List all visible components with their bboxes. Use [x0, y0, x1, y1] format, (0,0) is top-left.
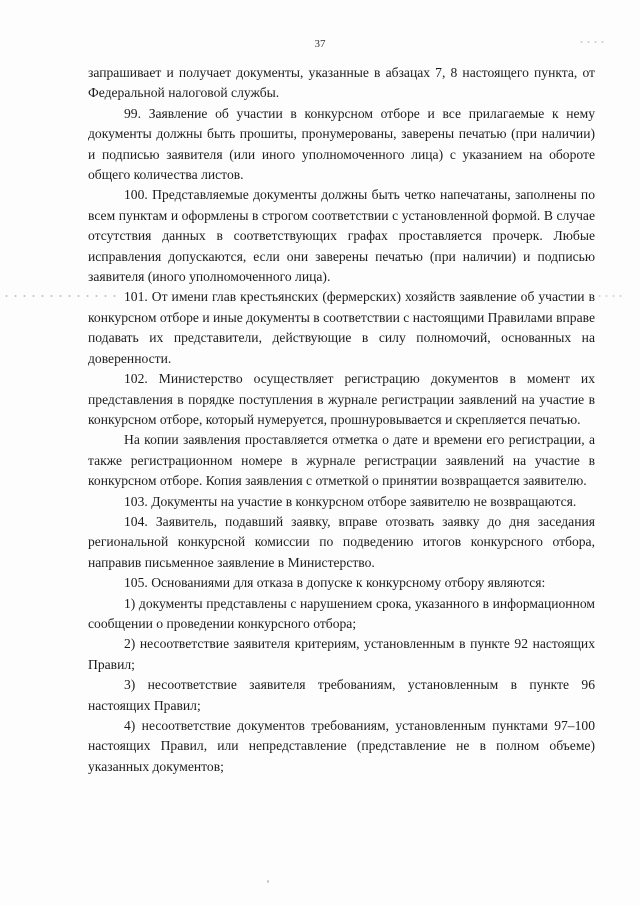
paragraph: 104. Заявитель, подавший заявку, вправе отозвать заявку до дня заседания региональной конкурсной комиссии по подведению итогов конкурсного отбора, направив письменное заявление в Министерство. [88, 513, 595, 570]
paragraph: 105. Основаниями для отказа в допуске к конкурсному отбору являются: [124, 575, 546, 591]
paragraph: 2) несоответствие заявителя критериям, установленным в пункте 92 настоящих Правил; [88, 636, 595, 672]
paragraph: 3) несоответствие заявителя требованиям, установленным в пункте 96 настоящих Правил; [88, 677, 595, 713]
scan-artifact [596, 294, 624, 298]
paragraph: 99. Заявление об участии в конкурсном отборе и все прилагаемые к нему документы должны быть прошиты, пронумерованы, заверены печатью (при наличии) и подписью заявителя (или иного уполномоченного лица) с указанием на обороте общего количества листов. [88, 105, 595, 183]
paragraph: На копии заявления проставляется отметка о дате и времени его регистрации, а также регистрационном номере в журнале регистрации заявлений на участие в конкурсном отборе. Копия заявления с отметкой о принятии возвращается заявителю. [88, 432, 595, 489]
page-number: 37 [314, 38, 326, 50]
scan-speck [267, 880, 269, 883]
paragraph: запрашивает и получает документы, указанные в абзацах 7, 8 настоящего пункта, от Федеральной налоговой службы. [88, 65, 595, 101]
paragraph: 102. Министерство осуществляет регистрацию документов в момент их представления в порядке поступления в журнале регистрации заявлений на участие в конкурсном отборе, который нумеруется, прошнуровывается и скрепляется печатью. [88, 371, 595, 427]
paragraph: 103. Документы на участие в конкурсном отборе заявителю не возвращаются. [124, 493, 577, 509]
paragraph: 4) несоответствие документов требованиям, установленным пунктами 97–100 настоящих Правил, или непредставление (представление не в полном объеме) указанных документов; [88, 718, 595, 774]
paragraph: 100. Представляемые документы должны быть четко напечатаны, заполнены по всем пунктам и оформлены в строгом соответствии с установленной формой. В случае отсутствия данных в соответствующих графах проставляется прочерк. Любые исправления допускаются, если они заверены печатью (при наличии) и подписью заявителя (иного уполномоченного лица). [88, 187, 595, 285]
paragraph: 1) документы представлены с нарушением срока, указанного в информационном сообщении о проведении конкурсного отбора; [88, 595, 595, 631]
paragraph: 101. От имени глав крестьянских (фермерских) хозяйств заявление об участии в конкурсном отборе и иные документы в соответствии с настоящими Правилами вправе подавать их представители, действующие в силу полномочий, основанных на доверенности. [88, 289, 595, 366]
document-body [88, 63, 595, 777]
